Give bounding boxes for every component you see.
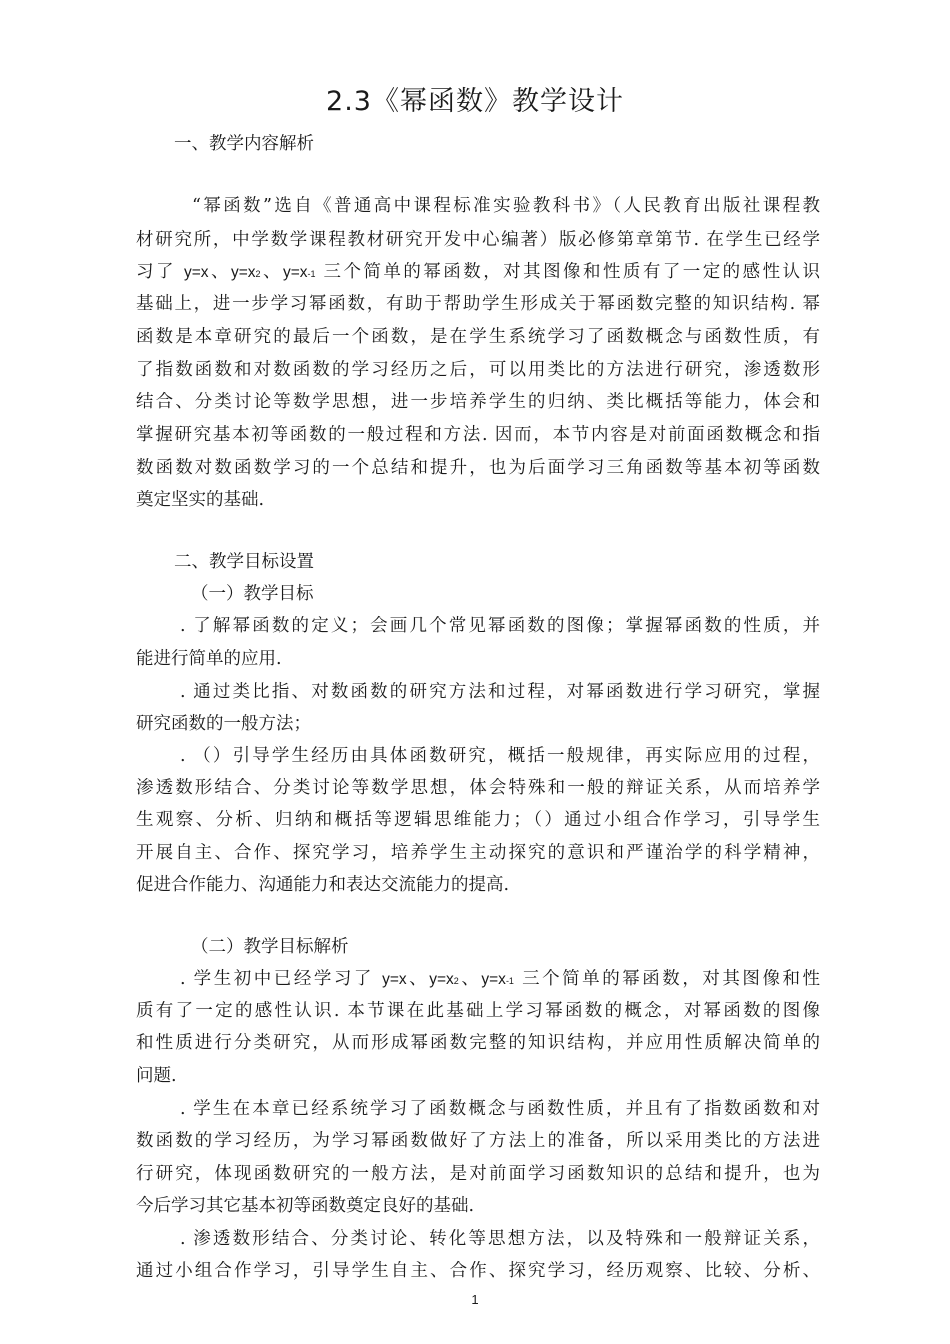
section-heading-1: 一、教学内容解析: [174, 134, 314, 154]
analysis-item-1: . 学生初中已经学习了 y=x、y=x2、y=x-1 三个简单的幂函数，对其图像和性: [180, 969, 821, 989]
analysis-item-2: . 学生在本章已经系统学习了函数概念与函数性质，并且有了指数函数和对: [180, 1099, 820, 1119]
analysis-item-2-cont: 今后学习其它基本初等函数奠定良好的基础.: [136, 1196, 475, 1216]
paragraph-line: 掌握研究基本初等函数的一般过程和方法. 因而，本节内容是对前面函数概念和指: [136, 425, 820, 445]
analysis-item-1-cont: 问题.: [136, 1066, 177, 1086]
goal-item-3: . （）引导学生经历由具体函数研究，概括一般规律，再实际应用的过程，: [180, 746, 820, 766]
analysis-item-2-cont: 行研究，体现函数研究的一般方法，是对前面学习函数知识的总结和提升，也为: [136, 1164, 820, 1184]
paragraph-line: “幂函数”选自《普通高中课程标准实验教科书》（人民教育出版社课程教: [192, 196, 820, 216]
subsection-heading-goals: （一）教学目标: [191, 584, 314, 604]
section-heading-2: 二、教学目标设置: [174, 552, 314, 572]
analysis-item-1-cont: 质有了一定的感性认识. 本节课在此基础上学习幂函数的概念，对幂函数的图像: [136, 1001, 820, 1021]
goal-item-1: . 了解幂函数的定义；会画几个常见幂函数的图像；掌握幂函数的性质，并: [180, 616, 820, 636]
goal-item-3-cont: 生观察、分析、归纳和概括等逻辑思维能力；（）通过小组合作学习，引导学生: [136, 810, 820, 830]
analysis-item-2-cont: 数函数的学习经历，为学习幂函数做好了方法上的准备，所以采用类比的方法进: [136, 1131, 820, 1151]
goal-item-3-cont: 促进合作能力、沟通能力和表达交流能力的提高.: [136, 875, 510, 895]
goal-item-2: . 通过类比指、对数函数的研究方法和过程，对幂函数进行学习研究，掌握: [180, 682, 820, 702]
analysis-item-3-cont: 通过小组合作学习，引导学生自主、合作、探究学习，经历观察、比较、分析、: [136, 1261, 820, 1281]
paragraph-line: 结合、分类讨论等数学思想，进一步培养学生的归纳、类比概括等能力，体会和: [136, 392, 820, 412]
goal-item-3-cont: 渗透数形结合、分类讨论等数学思想，体会特殊和一般的辩证关系，从而培养学: [136, 778, 820, 798]
document-title: 2.3《幂函数》教学设计: [326, 86, 624, 117]
paragraph-line-with-formula: 习了 y=x、y=x2、y=x-1 三个简单的幂函数，对其图像和性质有了一定的感性认识: [136, 262, 821, 282]
page-number: 1: [471, 1292, 479, 1307]
goal-item-2-cont: 研究函数的一般方法；: [136, 714, 311, 734]
paragraph-line: 基础上，进一步学习幂函数，有助于帮助学生形成关于幂函数完整的知识结构. 幂: [136, 294, 820, 314]
paragraph-line: 了指数函数和对数函数的学习经历之后，可以用类比的方法进行研究，渗透数形: [136, 360, 820, 380]
goal-item-3-cont: 开展自主、合作、探究学习，培养学生主动探究的意识和严谨治学的科学精神，: [136, 843, 820, 863]
analysis-item-1-cont: 和性质进行分类研究，从而形成幂函数完整的知识结构，并应用性质解决简单的: [136, 1033, 820, 1053]
paragraph-line: 数函数对数函数学习的一个总结和提升，也为后面学习三角函数等基本初等函数: [136, 458, 820, 478]
analysis-item-3: . 渗透数形结合、分类讨论、转化等思想方法，以及特殊和一般辩证关系，: [180, 1229, 820, 1249]
goal-item-1-cont: 能进行简单的应用.: [136, 649, 282, 669]
paragraph-line: 函数是本章研究的最后一个函数，是在学生系统学习了函数概念与函数性质，有: [136, 327, 820, 347]
subsection-heading-analysis: （二）教学目标解析: [191, 937, 349, 957]
paragraph-line: 材研究所，中学数学课程教材研究开发中心编著）版必修第章第节. 在学生已经学: [136, 230, 820, 250]
paragraph-line: 奠定坚实的基础.: [136, 490, 265, 510]
